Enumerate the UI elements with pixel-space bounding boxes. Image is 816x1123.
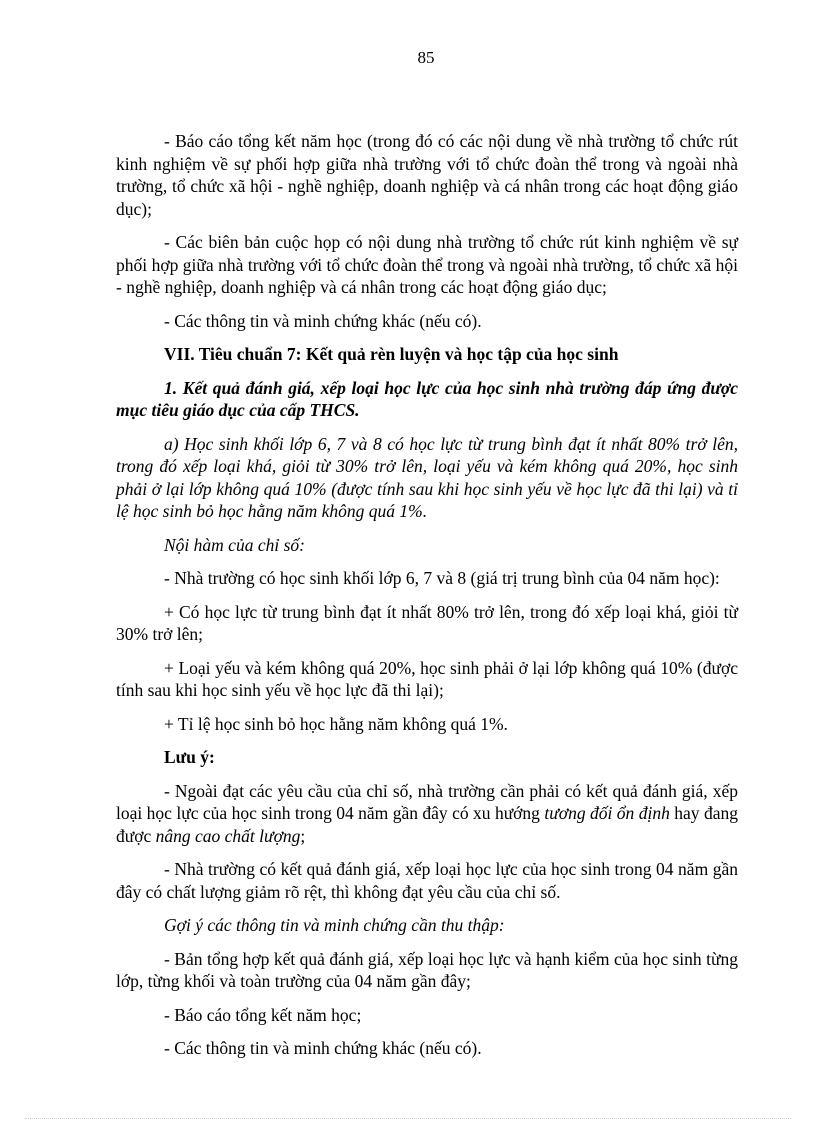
- section-heading: VII. Tiêu chuẩn 7: Kết quả rèn luyện và học tập của học sinh: [164, 344, 619, 364]
- evidence-label: Gợi ý các thông tin và minh chứng cần thu thập:: [164, 915, 505, 935]
- paragraph-note-trend: [116, 780, 738, 848]
- criterion-title: 1. Kết quả đánh giá, xếp loại học lực của học sinh nhà trường đáp ứng được mục tiêu giáo dục của cấp THCS.: [116, 377, 738, 420]
- paragraph-note-decline: - Nhà trường có kết quả đánh giá, xếp loại học lực của học sinh trong 04 năm gần đây có chất lượng giảm rõ rệt, thì không đạt yêu cầu của chỉ số.: [116, 859, 738, 902]
- document-body: [116, 130, 738, 1071]
- paragraph-summary-table: - Bản tổng hợp kết quả đánh giá, xếp loại học lực và hạnh kiểm của học sinh từng lớp, từng khối và toàn trường của 04 năm gần đây;: [116, 948, 738, 991]
- paragraph-other-evidence-2: - Các thông tin và minh chứng khác (nếu có).: [164, 1038, 482, 1058]
- paragraph-annual-report: - Báo cáo tổng kết năm học (trong đó có các nội dung về nhà trường tổ chức rút kinh nghiệm về sự phối hợp giữa nhà trường với tổ chức đoàn thể trong và ngoài nhà trường, tổ chức xã hội - nghề nghiệp, doanh nghiệp và cá nhân trong các hoạt động giáo dục);: [116, 131, 738, 219]
- paragraph-meeting-minutes: - Các biên bản cuộc họp có nội dung nhà trường tổ chức rút kinh nghiệm về sự phối hợp giữa nhà trường với tổ chức đoàn thể trong và ngoài nhà trường, tổ chức xã hội - nghề nghiệp, doanh nghiệp và cá nhân trong các hoạt động giáo dục;: [116, 232, 738, 297]
- note-trend-text-2: hay đang được: [116, 803, 738, 846]
- paragraph-average-rate: + Có học lực từ trung bình đạt ít nhất 80% trở lên, trong đó xếp loại khá, giỏi từ 30% trở lên;: [116, 601, 738, 644]
- paragraph-other-evidence: - Các thông tin và minh chứng khác (nếu có).: [164, 310, 482, 331]
- note-trend-emphasis-2: nâng cao chất lượng: [155, 825, 301, 846]
- page-bottom-divider: [25, 1118, 791, 1119]
- page-number: 85: [417, 48, 435, 67]
- paragraph-student-grades: - Nhà trường có học sinh khối lớp 6, 7 và 8 (giá trị trung bình của 04 năm học):: [164, 568, 720, 588]
- note-trend-text-1: - Ngoài đạt các yêu cầu của chỉ số, nhà trường cần phải có kết quả đánh giá, xếp loại học lực của học sinh trong 04 năm gần đây có xu hướng: [116, 780, 738, 823]
- paragraph-year-report: - Báo cáo tổng kết năm học;: [164, 1004, 362, 1025]
- meaning-label: Nội hàm của chỉ số:: [164, 534, 305, 555]
- indicator-text: a) Học sinh khối lớp 6, 7 và 8 có học lực từ trung bình đạt ít nhất 80% trở lên, trong đó xếp loại khá, giỏi từ 30% trở lên, loại yếu và kém không quá 20%, học sinh phải ở lại lớp không quá 10% (được tính sau khi học sinh yếu về học lực đã thi lại) và tỉ lệ học sinh bỏ học hằng năm không quá 1%.: [116, 433, 738, 521]
- note-trend-text-3: ;: [300, 825, 306, 846]
- paragraph-weak-rate: + Loại yếu và kém không quá 20%, học sinh phải ở lại lớp không quá 10% (được tính sau khi học sinh yếu về học lực đã thi lại);: [116, 657, 738, 700]
- paragraph-dropout-rate: + Tỉ lệ học sinh bỏ học hằng năm không quá 1%.: [164, 713, 508, 734]
- note-label: Lưu ý:: [164, 747, 215, 767]
- note-trend-emphasis-1: tương đối ổn định: [544, 803, 670, 823]
